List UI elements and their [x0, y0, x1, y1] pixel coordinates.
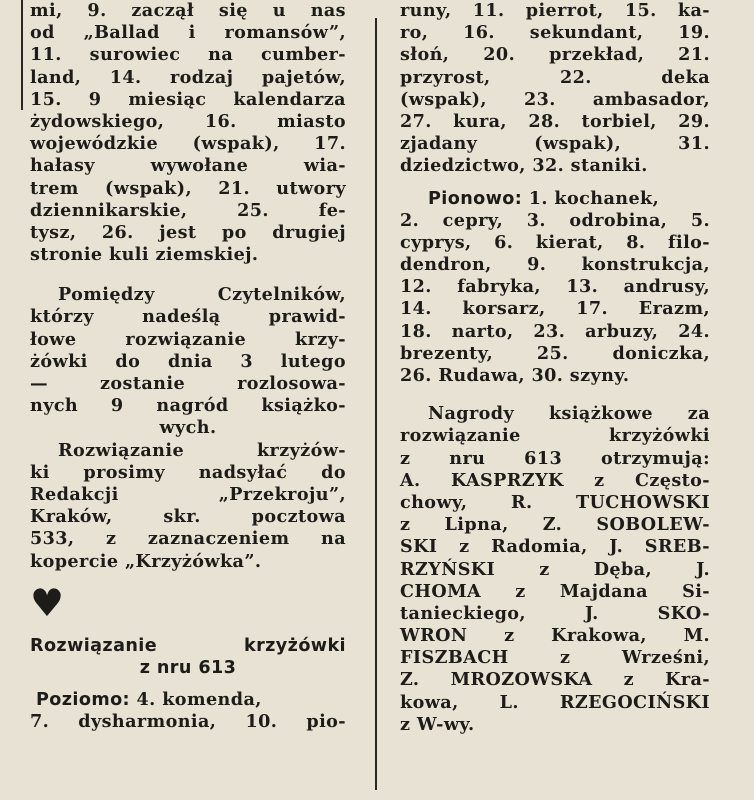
text-line: z W-wy.	[400, 713, 475, 735]
text-line: z nru 613 otrzymują:	[400, 447, 710, 469]
solution-down	[400, 188, 710, 388]
text-line	[400, 188, 710, 210]
text-line: dendron, 9. konstrukcja,	[400, 254, 710, 276]
text-line: wych.	[159, 417, 217, 439]
text-line: 18. narto, 23. arbuzy, 24.	[400, 320, 710, 342]
text-line: rozwiązanie krzyżówki	[400, 425, 710, 447]
heading-line: z nru 613	[139, 657, 237, 678]
text-line: słoń, 20. przekład, 21.	[400, 44, 710, 66]
down-first-answer: 1. kochanek,	[522, 187, 660, 209]
text-line: tanieckiego, J. SKO-	[400, 602, 710, 624]
text-line: dziennikarskie, 25. fe-	[30, 199, 346, 221]
solution-across-continued	[400, 0, 710, 178]
text-line: którzy nadeślą prawid-	[30, 306, 346, 328]
down-label: Pionowo:	[428, 188, 523, 209]
text-line: cyprys, 6. kierat, 8. filo-	[400, 231, 710, 253]
text-line: Kraków, skr. pocztowa	[30, 506, 346, 528]
text-line: od „Ballad i romansów”,	[30, 22, 346, 44]
text-line: trem (wspak), 21. utwory	[30, 177, 346, 199]
text-line: 26. Rudawa, 30. szyny.	[400, 365, 630, 386]
text-line: 14. korsarz, 17. Erazm,	[400, 298, 710, 320]
text-line: żówki do dnia 3 lutego	[30, 350, 346, 372]
text-line: łowe rozwiązanie krzy-	[30, 328, 346, 350]
text-line: Pomiędzy Czytelników,	[58, 284, 346, 306]
text-line: kopercie „Krzyżówka”.	[30, 550, 262, 572]
text-line: ro, 16. sekundant, 19.	[400, 22, 710, 44]
crossword-clues-continuation	[30, 0, 346, 266]
column-divider-rule	[375, 18, 377, 790]
text-line: WRON z Krakowa, M.	[400, 625, 710, 647]
text-line: 27. kura, 28. torbiel, 29.	[400, 110, 710, 132]
text-line: Rozwiązanie krzyżów-	[58, 439, 346, 461]
text-line: 11. surowiec na cumber-	[30, 44, 346, 66]
text-line: Redakcji „Przekroju”,	[30, 483, 346, 505]
text-line: tysz, 26. jest po drugiej	[30, 221, 346, 243]
text-line: 12. fabryka, 13. andrusy,	[400, 276, 710, 298]
right-column	[400, 0, 710, 736]
submission-instructions	[30, 440, 346, 573]
text-line: żydowskiego, 16. miasto	[30, 110, 346, 132]
solution-heading	[30, 635, 346, 679]
text-line: land, 14. rodzaj pajetów,	[30, 66, 346, 88]
across-label: Poziomo:	[36, 690, 130, 711]
text-line: 7. dysharmonia, 10. pio-	[30, 711, 346, 733]
text-line: SKI z Radomia, J. SREB-	[400, 536, 710, 558]
text-line: 533, z zaznaczeniem na	[30, 528, 346, 550]
text-line: przyrost, 22. deka	[400, 66, 710, 88]
text-line: zjadany (wspak), 31.	[400, 133, 710, 155]
solution-across	[30, 689, 346, 733]
text-line: runy, 11. pierrot, 15. ka-	[400, 0, 710, 21]
text-line: mi, 9. zaczął się u nas	[30, 0, 346, 21]
text-line	[30, 689, 346, 711]
text-line: brezenty, 25. doniczka,	[400, 342, 710, 364]
text-line: — zostanie rozlosowa-	[30, 373, 346, 394]
text-line: 2. cepry, 3. odrobina, 5.	[400, 209, 710, 231]
text-line: kowa, L. RZEGOCIŃSKI	[400, 691, 710, 713]
text-line: Z. MROZOWSKA z Kra-	[400, 669, 710, 691]
text-line: RZYŃSKI z Dęba, J.	[400, 558, 710, 580]
text-line: z Lipna, Z. SOBOLEW-	[400, 514, 710, 536]
text-line: ki prosimy nadsyłać do	[30, 461, 346, 483]
contest-announcement	[30, 284, 346, 439]
text-line: FISZBACH z Wrześni,	[400, 647, 710, 669]
left-column	[30, 0, 346, 733]
text-line: hałasy wywołane wia-	[30, 155, 346, 177]
heart-icon: ♥	[30, 580, 65, 625]
text-line: CHOMA z Majdana Si-	[400, 580, 710, 602]
text-line: stronie kuli ziemskiej.	[30, 244, 259, 266]
across-first-answer: 4. komenda,	[130, 689, 262, 711]
left-column-rule	[21, 0, 23, 110]
text-line: (wspak), 23. ambasador,	[400, 88, 710, 110]
heading-line: Rozwiązanie krzyżówki	[30, 635, 346, 656]
prize-winners	[400, 403, 710, 736]
text-line: nych 9 nagród książko-	[30, 395, 346, 417]
text-line: chowy, R. TUCHOWSKI	[400, 491, 710, 513]
text-line: A. KASPRZYK z Często-	[400, 469, 710, 491]
text-line: Nagrody książkowe za	[428, 403, 710, 425]
text-line: dziedzictwo, 32. staniki.	[400, 155, 648, 177]
text-line: wojewódzkie (wspak), 17.	[30, 133, 346, 155]
text-line: 15. 9 miesiąc kalendarza	[30, 88, 346, 110]
